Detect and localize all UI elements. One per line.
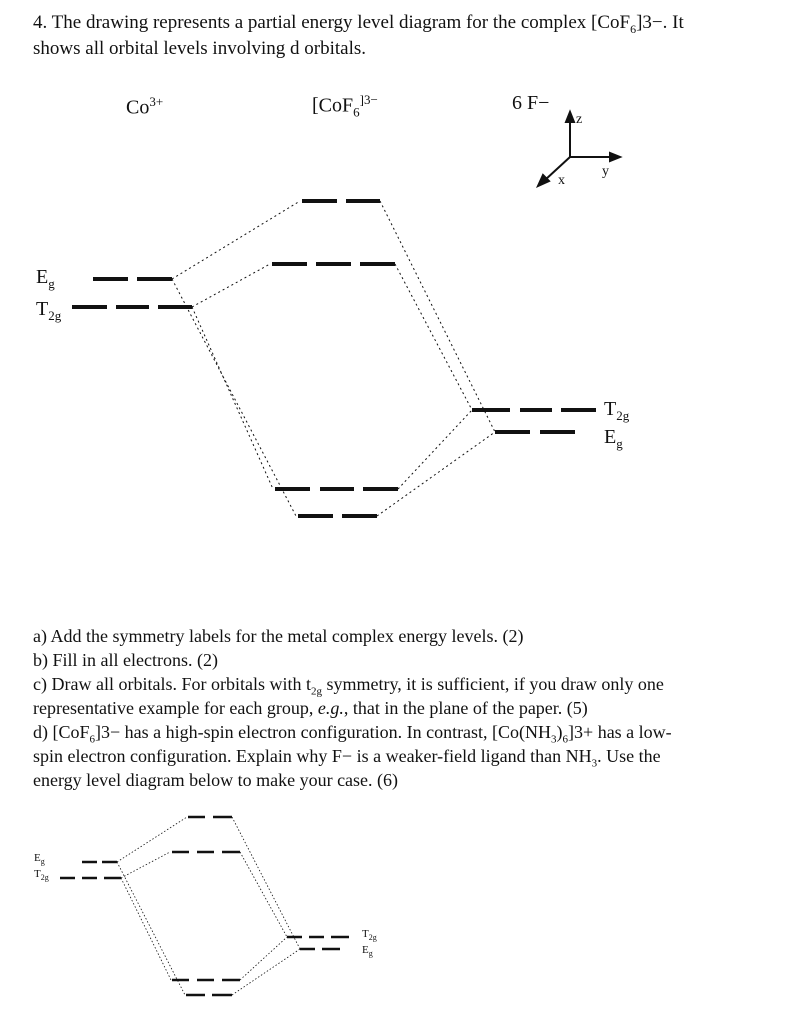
part-d-line-2: spin electron configuration. Explain why F− is a weaker-field ligand than $NH_3$. Use the bbox=[33, 746, 661, 770]
large-levels bbox=[72, 201, 596, 516]
ligand-t2g-label: $T_{2g}$ bbox=[604, 398, 630, 423]
part-c-line-2: representative example for each group, e.g., that in the plane of the paper. (5) bbox=[33, 698, 588, 718]
ligand-column-label: 6 F− bbox=[512, 92, 550, 114]
metal-column-label: $Co^{3+}$ bbox=[126, 94, 164, 119]
large-correlation-lines bbox=[172, 201, 495, 516]
axis-x-line bbox=[545, 157, 570, 180]
part-a: a) Add the symmetry labels for the metal complex energy levels. (2) bbox=[33, 626, 524, 646]
axis-z-arrowhead bbox=[566, 112, 574, 122]
coordinate-axes bbox=[538, 112, 620, 186]
small-ligand-eg-label: $E_g$ bbox=[362, 944, 373, 959]
complex-column-label: [CoF$_6^{]3-}$ bbox=[312, 92, 378, 120]
metal-t2g-label: $T_{2g}$ bbox=[36, 298, 62, 323]
axis-y-label: y bbox=[602, 164, 609, 179]
axis-z-label: z bbox=[576, 112, 583, 127]
question-line-1: 4. The drawing represents a partial energy level diagram for the complex [CoF$_6$]3−. It bbox=[33, 12, 684, 36]
part-d-line-1: d) [CoF$_6$]3− has a high-spin electron configuration. In contrast, $[Co(NH_3)_6]3+$ has a low- bbox=[33, 722, 672, 746]
small-levels bbox=[60, 817, 349, 995]
small-ligand-t2g-label: $T_{2g}$ bbox=[362, 928, 377, 943]
axis-x-label: x bbox=[558, 173, 565, 188]
small-metal-eg-label: $E_g$ bbox=[34, 852, 45, 867]
part-b: b) Fill in all electrons. (2) bbox=[33, 650, 218, 670]
question-line-2: shows all orbital levels involving d orbitals. bbox=[33, 38, 366, 59]
part-d-line-3: energy level diagram below to make your case. (6) bbox=[33, 770, 399, 790]
small-correlation-lines bbox=[117, 817, 300, 995]
metal-eg-label: $E_g$ bbox=[36, 266, 55, 291]
small-metal-t2g-label: $T_{2g}$ bbox=[34, 868, 49, 883]
axis-y-arrowhead bbox=[610, 153, 620, 161]
part-c-line-1: c) Draw all orbitals. For orbitals with $t_{2g}$ symmetry, it is sufficient, if you draw only one bbox=[33, 674, 664, 698]
ligand-eg-label: $E_g$ bbox=[604, 426, 623, 451]
